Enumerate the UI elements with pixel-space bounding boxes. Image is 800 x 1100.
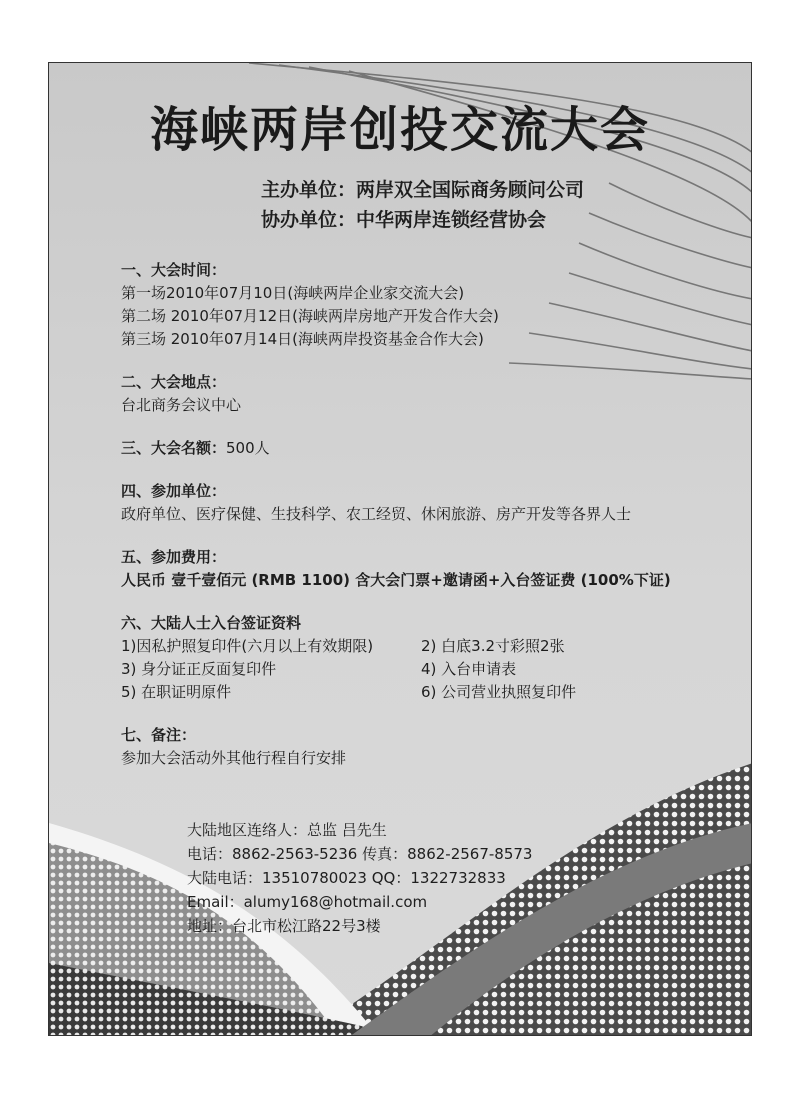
visa-document-list <box>121 635 721 704</box>
section-heading: 六、大陆人士入台签证资料 <box>121 614 302 632</box>
section-heading: 一、大会时间： <box>121 261 227 279</box>
contact-phone-fax: 电话：8862-2563-5236 传真：8862-2567-8573 <box>187 845 533 863</box>
contact-person: 大陆地区连络人：总监 吕先生 <box>187 821 387 839</box>
section-heading: 五、参加费用： <box>121 548 227 566</box>
contact-address: 地址：台北市松江路22号3楼 <box>187 917 381 935</box>
section-time <box>121 259 721 351</box>
section-heading: 四、参加单位： <box>121 482 227 500</box>
participants-text: 政府单位、医疗保健、生技科学、农工经贸、休闲旅游、房产开发等各界人士 <box>121 505 632 523</box>
section-heading: 二、大会地点： <box>121 373 227 391</box>
section-quota <box>121 437 721 460</box>
session-line: 第二场 2010年07月12日(海峡两岸房地产开发合作大会) <box>121 307 499 325</box>
quota-value: 500人 <box>226 439 270 457</box>
list-item: 3) 身分证正反面复印件 <box>121 660 277 678</box>
section-fee <box>121 546 721 592</box>
section-venue <box>121 371 721 417</box>
co-host-organization: 协办单位：中华两岸连锁经营协会 <box>261 209 547 231</box>
contact-email: Email：alumy168@hotmail.com <box>187 893 428 911</box>
list-item: 1)因私护照复印件(六月以上有效期限) <box>121 637 374 655</box>
section-visa <box>121 612 721 704</box>
session-line: 第一场2010年07月10日(海峡两岸企业家交流大会) <box>121 284 465 302</box>
contact-mainland-phone: 大陆电话：13510780023 QQ：1322732833 <box>187 869 506 887</box>
event-poster <box>48 62 752 1036</box>
fee-text: 人民币 壹千壹佰元 (RMB 1100) 含大会门票+邀请函+入台签证费 (100%下证) <box>121 571 671 589</box>
list-item: 2) 白底3.2寸彩照2张 <box>421 637 565 655</box>
list-item: 6) 公司营业执照复印件 <box>421 683 577 701</box>
list-item: 5) 在职证明原件 <box>121 683 232 701</box>
host-organization: 主办单位：两岸双全国际商务顾问公司 <box>261 179 585 201</box>
section-participants <box>121 480 721 526</box>
poster-content <box>121 259 721 790</box>
poster-title: 海峡两岸创投交流大会 <box>149 102 650 158</box>
list-item: 4) 入台申请表 <box>421 660 517 678</box>
notes-text: 参加大会活动外其他行程自行安排 <box>121 749 347 767</box>
venue-text: 台北商务会议中心 <box>121 396 242 414</box>
session-line: 第三场 2010年07月14日(海峡两岸投资基金合作大会) <box>121 330 484 348</box>
contact-block <box>187 818 532 938</box>
section-notes <box>121 724 721 770</box>
section-heading: 三、大会名额： <box>121 439 227 457</box>
section-heading: 七、备注： <box>121 726 197 744</box>
